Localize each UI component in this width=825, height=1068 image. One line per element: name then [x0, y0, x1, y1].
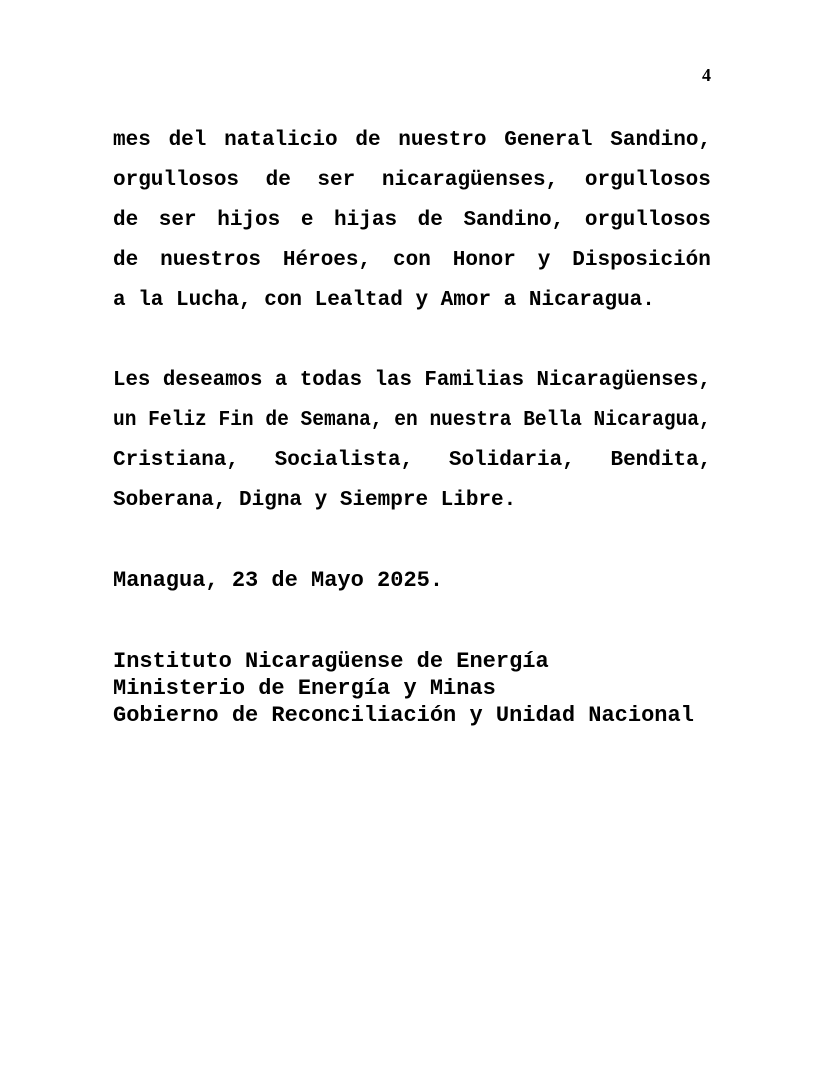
text-line: [113, 401, 711, 441]
text-line-content: de ser hijos e hijas de Sandino, orgullosos: [113, 209, 711, 232]
page-number: 4: [702, 65, 711, 85]
text-line: [113, 201, 711, 241]
signature-line-ministry: [113, 675, 711, 702]
text-line-content: a la Lucha, con Lealtad y Amor a Nicaragua.: [113, 289, 655, 312]
signature-block: [113, 648, 711, 729]
date-line: [113, 561, 711, 601]
paragraph-familias: [113, 361, 711, 521]
paragraph-sandino: [113, 121, 711, 321]
text-line: [113, 481, 711, 521]
signature-line-content: Gobierno de Reconciliación y Unidad Nacional: [113, 703, 694, 728]
signature-line-content: Ministerio de Energía y Minas: [113, 676, 496, 701]
text-line: [113, 161, 711, 201]
text-line: [113, 281, 711, 321]
text-line-content: orgullosos de ser nicaragüenses, orgullosos: [113, 169, 711, 192]
text-line-content: Les deseamos a todas las Familias Nicaragüenses,: [113, 369, 711, 392]
text-line: [113, 361, 711, 401]
text-line: [113, 441, 711, 481]
text-line-content: un Feliz Fin de Semana, en nuestra Bella Nicaragua,: [113, 409, 711, 432]
text-line-content: Cristiana, Socialista, Solidaria, Bendita,: [113, 449, 712, 472]
text-line-content: Soberana, Digna y Siempre Libre.: [113, 489, 517, 512]
text-line: [113, 241, 711, 281]
date-line-content: Managua, 23 de Mayo 2025.: [113, 568, 444, 593]
text-line-content: mes del natalicio de nuestro General Sandino,: [113, 129, 712, 152]
text-line: [113, 121, 711, 161]
signature-line-government: [113, 702, 711, 729]
signature-line-content: Instituto Nicaragüense de Energía: [113, 649, 549, 674]
date-block: [113, 561, 711, 601]
text-line-content: de nuestros Héroes, con Honor y Disposición: [113, 249, 711, 272]
signature-line-institute: [113, 648, 711, 675]
